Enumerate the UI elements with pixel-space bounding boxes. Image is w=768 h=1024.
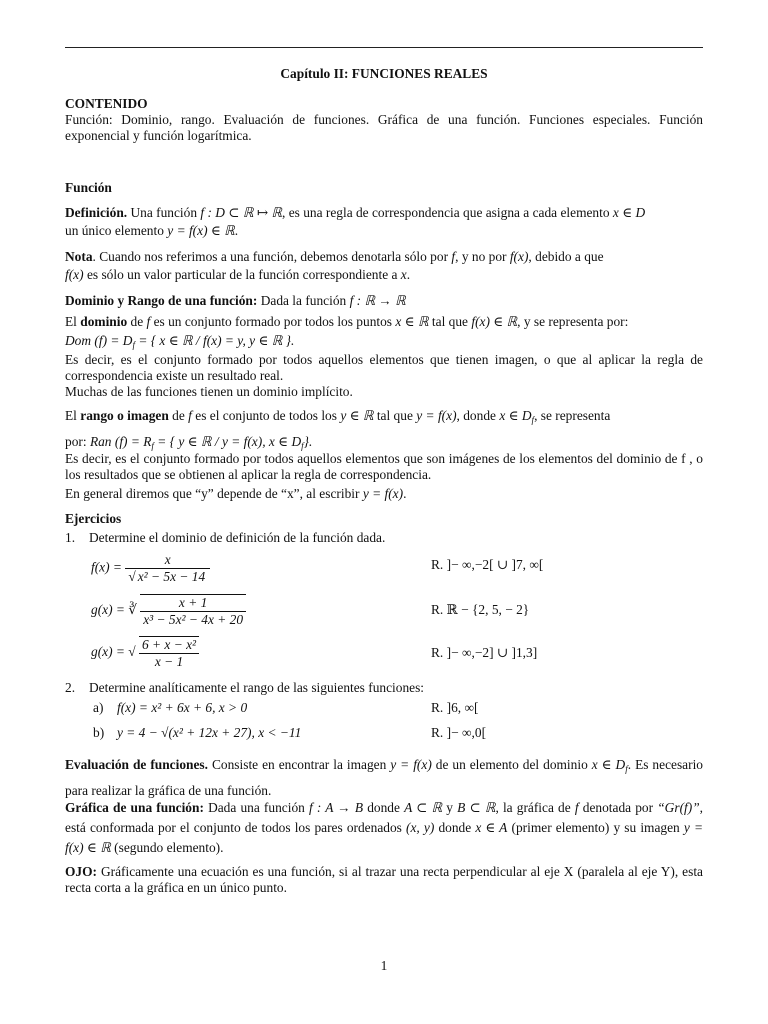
evaluacion-math-2: x ∈ D: [591, 757, 626, 772]
exercise-2a-formula: f(x) = x² + 6x + 6, x > 0: [117, 700, 248, 715]
dominio-text-3: es un conjunto formado por todos los puntos: [153, 314, 393, 329]
rango-text-6: , se representa: [534, 408, 611, 423]
grafica-math-8: y = f(x) ∈ ℝ: [65, 820, 703, 855]
nota-math-1: f: [451, 249, 456, 264]
funcion-heading: Función: [65, 180, 112, 195]
general-line: [65, 486, 703, 502]
grafica-math-4: f: [574, 800, 579, 815]
dominio-math-1: x ∈ ℝ: [395, 314, 429, 329]
grafica-math-1: f : A → B: [309, 800, 364, 815]
grafica-math-5: “Gr(f)”: [657, 800, 700, 815]
rango-text-3: es el conjunto de todos los: [195, 408, 337, 423]
exercise-1-item-b: [65, 592, 703, 636]
general-math: y = f(x): [362, 486, 404, 501]
nota-text-4: es sólo un valor particular de la función correspondiente a: [86, 267, 398, 282]
rango-text-4: tal que: [376, 408, 413, 423]
rango-text-2: de: [172, 408, 185, 423]
exercise-1b-lhs: g(x) = ∛: [91, 602, 137, 618]
definicion-text-2: , es una regla de correspondencia que asigna a cada elemento: [282, 205, 610, 220]
exercise-1-text: Determine el dominio de definición de la función dada.: [89, 530, 386, 545]
evaluacion-paragraph: [65, 754, 703, 802]
exercise-1-item-c: [65, 634, 703, 678]
exercise-1c-answer: R. ]− ∞,−2] ∪ ]1,3]: [431, 645, 538, 660]
grafica-text-1: Dada una función: [208, 800, 305, 815]
dominio-intro-text: Dada la función: [260, 293, 347, 308]
rango-math-3-sub: f: [531, 415, 535, 425]
grafica-math-6: (x, y): [406, 820, 435, 835]
ejercicios-heading: Ejercicios: [65, 511, 122, 526]
exercise-1c-numerator: 6 + x − x²: [139, 637, 199, 654]
contenido-text: Función: Dominio, rango. Evaluación de funciones. Gráfica de una función. Funciones especiales. Función exponencial y función logarítmica.: [65, 112, 703, 143]
rango-definition: [65, 405, 703, 457]
definicion-label: Definición.: [65, 205, 128, 220]
exercise-1a-fraction: [125, 552, 210, 585]
exercise-2b-label: b): [93, 725, 105, 740]
dominio-text-5: , y se representa por:: [517, 314, 629, 329]
grafica-text-5: denotada por: [582, 800, 654, 815]
evaluacion-text-2: de un elemento del dominio: [435, 757, 588, 772]
grafica-text-7: donde: [438, 820, 472, 835]
nota-math-4: x: [400, 267, 407, 282]
exercise-1a-denominator: x² − 5x − 14: [137, 569, 206, 584]
rango-text-7: por:: [65, 434, 87, 449]
grafica-text-2: donde: [367, 800, 400, 815]
dominio-text-2: de: [130, 314, 144, 329]
rango-formula-2: = { y ∈ ℝ / y = f(x), x ∈ D: [157, 434, 302, 449]
exercise-2-item-a: [65, 700, 703, 722]
nota-text-2: , y no por: [455, 249, 507, 264]
grafica-math-7: x ∈ A: [475, 820, 508, 835]
ojo-paragraph: [65, 864, 703, 896]
page-number: 1: [380, 958, 388, 973]
rango-bold: rango o imagen: [80, 408, 169, 423]
rango-formula: Ran (f) = R: [89, 434, 152, 449]
exercise-2-text: Determine analíticamente el rango de las siguientes funciones:: [89, 680, 425, 695]
evaluacion-label: Evaluación de funciones.: [65, 757, 208, 772]
exercise-1c-fraction: [139, 636, 199, 670]
exercise-1a-root: √: [128, 569, 136, 584]
exercise-1c-formula: [91, 636, 199, 670]
exercise-1b-formula: [91, 594, 246, 628]
definicion-math-1: f : D ⊂ ℝ ↦ ℝ: [200, 205, 282, 220]
rango-math-2: y = f(x): [416, 408, 457, 423]
exercise-1a-answer: R. ]− ∞,−2[ ∪ ]7, ∞[: [431, 557, 544, 572]
rango-explain: Es decir, es el conjunto formado por todos aquellos elementos que son imágenes de los elementos del dominio de f , o los resultados que se obtienen al aplicar la regla de correspondencia.: [65, 451, 703, 482]
dominio-implicit: Muchas de las funciones tienen un dominio implícito.: [65, 384, 353, 399]
evaluacion-math-2-sub: f: [625, 764, 628, 774]
exercise-1b-fraction: [140, 594, 246, 628]
grafica-text-4: , la gráfica de: [495, 800, 571, 815]
definicion-text-4: .: [234, 223, 239, 238]
nota-text-5: .: [406, 267, 411, 282]
rango-math-3: x ∈ D: [499, 408, 532, 423]
definicion-paragraph: [65, 204, 703, 240]
dominio-formula: Dom (f) = D: [65, 333, 133, 348]
grafica-text-8: (primer elemento) y su imagen: [511, 820, 680, 835]
grafica-text-3: y: [446, 800, 453, 815]
definicion-math-2: x ∈ D: [612, 205, 646, 220]
nota-paragraph: [65, 248, 703, 284]
chapter-title: Capítulo II: FUNCIONES REALES: [280, 66, 488, 81]
evaluacion-text-3: . Es necesario para realizar la gráfica de una función.: [65, 757, 703, 798]
dominio-f: f: [146, 314, 151, 329]
grafica-math-2: A ⊂ ℝ: [404, 800, 443, 815]
ojo-text: Gráficamente una ecuación es una función, si al trazar una recta perpendicular al eje X (paralela al eje Y), esta recta corta a la gráfica en un único punto.: [65, 864, 703, 895]
exercise-1b-numerator: x + 1: [140, 595, 246, 612]
grafica-paragraph: [65, 798, 703, 858]
grafica-label: Gráfica de una función:: [65, 800, 204, 815]
exercise-1c-lhs: g(x) = √: [91, 644, 136, 660]
ojo-label: OJO:: [65, 864, 97, 879]
nota-math-3: f(x): [65, 267, 84, 282]
exercise-1a-numerator: x: [125, 552, 210, 569]
evaluacion-text-1: Consiste en encontrar la imagen: [211, 757, 387, 772]
exercise-2b-answer: R. ]− ∞,0[: [431, 725, 487, 740]
general-text: En general diremos que “y” depende de “x”, al escribir: [65, 486, 360, 501]
definicion-text-1: Una función: [130, 205, 198, 220]
dominio-rango-heading-line: [65, 293, 703, 309]
dominio-definition: [65, 312, 703, 355]
evaluacion-math-1: y = f(x): [390, 757, 432, 772]
rango-f: f: [188, 408, 192, 423]
exercise-1b-denominator: x³ − 5x² − 4x + 20: [143, 612, 244, 627]
header-rule: [65, 47, 703, 48]
exercise-1c-denominator: x − 1: [154, 654, 184, 669]
grafica-text-6: , está conformada por el conjunto de todos los pares ordenados: [65, 800, 704, 835]
rango-text-1: El: [65, 408, 77, 423]
exercise-1a-formula: [91, 552, 210, 585]
dominio-formula-2: = { x ∈ ℝ / f(x) = y, y ∈ ℝ }.: [138, 333, 295, 348]
dominio-intro-math: f : ℝ → ℝ: [349, 293, 406, 308]
dominio-formula-sub: f: [132, 340, 135, 350]
contenido-heading: CONTENIDO: [65, 96, 148, 111]
exercise-2b-formula: y = 4 − √(x² + 12x + 27), x < −11: [117, 725, 302, 740]
definicion-text-3: un único elemento: [65, 223, 164, 238]
definicion-math-3: y = f(x) ∈ ℝ: [167, 223, 235, 238]
exercise-1b-answer: R. ℝ − {2, 5, − 2}: [431, 602, 530, 617]
nota-label: Nota: [65, 249, 93, 264]
dominio-rango-heading: Dominio y Rango de una función:: [65, 293, 258, 308]
exercise-1a-lhs: f(x) =: [91, 559, 122, 575]
exercise-2-item-b: [65, 725, 703, 747]
exercise-2-number: 2.: [65, 680, 76, 695]
exercise-2a-label: a): [93, 700, 104, 715]
dominio-explain: Es decir, es el conjunto formado por todos aquellos elementos que tienen imagen, o que al aplicar la regla de correspondencia existe un resultado real.: [65, 352, 703, 383]
nota-math-2: f(x): [509, 249, 529, 264]
dominio-bold: dominio: [80, 314, 128, 329]
grafica-math-3: B ⊂ ℝ: [457, 800, 496, 815]
exercise-1-number: 1.: [65, 530, 76, 545]
rango-formula-sub: f: [151, 441, 154, 451]
rango-formula-sub-2: f: [301, 441, 304, 451]
nota-text-1: . Cuando nos referimos a una función, debemos denotarla sólo por: [92, 249, 449, 264]
exercise-2a-answer: R. ]6, ∞[: [431, 700, 479, 715]
exercise-1a-denominator-wrap: [125, 569, 210, 585]
dominio-math-2: f(x) ∈ ℝ: [471, 314, 518, 329]
exercise-1-item-a: [65, 548, 703, 592]
rango-formula-3: }.: [303, 434, 313, 449]
rango-math-1: y ∈ ℝ: [340, 408, 374, 423]
dominio-text-4: tal que: [431, 314, 468, 329]
rango-text-5: , donde: [456, 408, 496, 423]
nota-text-3: , debido a que: [528, 249, 604, 264]
general-end: .: [403, 486, 407, 501]
grafica-text-9: (segundo elemento).: [114, 840, 224, 855]
dominio-text-1: El: [65, 314, 77, 329]
